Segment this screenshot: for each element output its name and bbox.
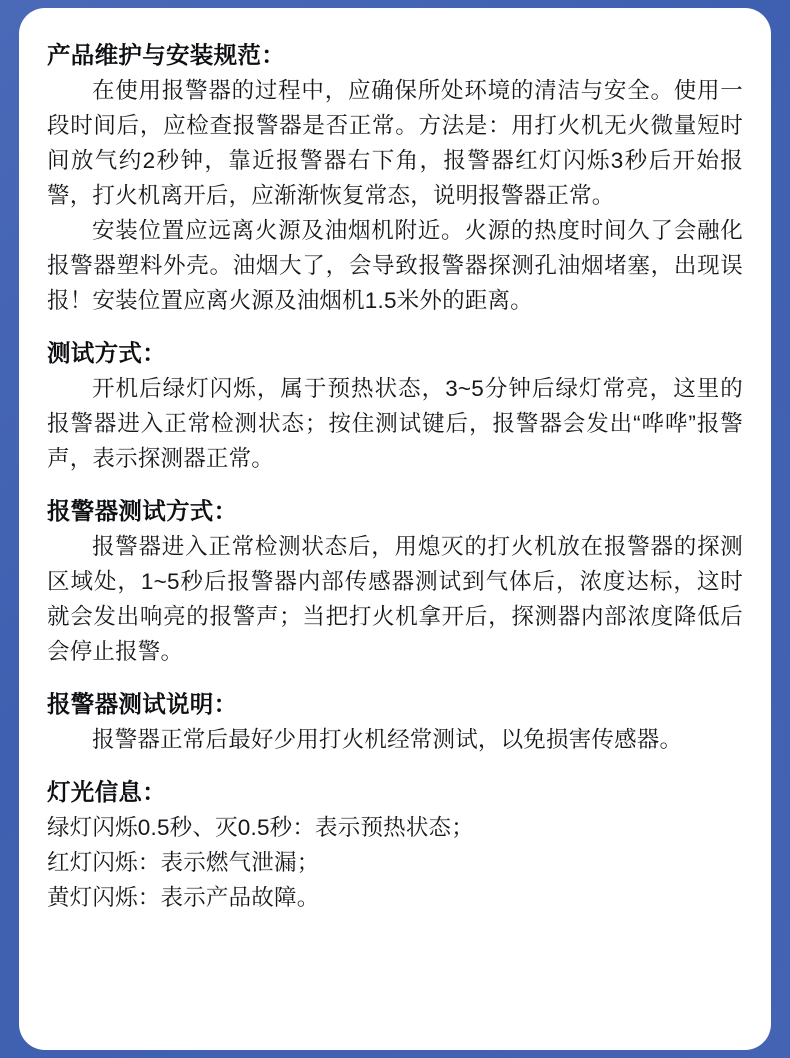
section-alarm-test-method (47, 494, 743, 669)
section-maintenance (47, 38, 743, 318)
light-info-line-yellow: 黄灯闪烁：表示产品故障。 (47, 885, 320, 910)
section-light-info (47, 775, 743, 915)
section-title-alarm-test-note: 报警器测试说明： (47, 691, 238, 717)
paragraph-alarm-test-note-1: 报警器正常后最好少用打火机经常测试，以免损害传感器。 (92, 727, 683, 752)
section-test-method (47, 336, 743, 476)
light-info-line-red: 红灯闪烁：表示燃气泄漏； (47, 850, 320, 875)
section-title-maintenance: 产品维护与安装规范： (47, 42, 285, 68)
content-card (19, 8, 771, 1050)
paragraph-test-method-1: 开机后绿灯闪烁，属于预热状态，3~5分钟后绿灯常亮，这里的报警器进入正常检测状态；按住测试键后，报警器会发出“哗哗”报警声，表示探测器正常。 (47, 376, 743, 471)
document-body (47, 38, 743, 915)
paragraph-maintenance-2: 安装位置应远离火源及油烟机附近。火源的热度时间久了会融化报警器塑料外壳。油烟大了，会导致报警器探测孔油烟堵塞，出现误报！安装位置应离火源及油烟机1.5米外的距离。 (47, 218, 743, 313)
light-info-line-green: 绿灯闪烁0.5秒、灭0.5秒：表示预热状态； (47, 815, 474, 840)
paragraph-maintenance-1: 在使用报警器的过程中，应确保所处环境的清洁与安全。使用一段时间后，应检查报警器是否正常。方法是：用打火机无火微量短时间放气约2秒钟，靠近报警器右下角，报警器红灯闪烁3秒后开始报警，打火机离开后，应渐渐恢复常态，说明报警器正常。 (47, 78, 743, 208)
section-title-alarm-test-method: 报警器测试方式： (47, 498, 238, 524)
section-alarm-test-note (47, 687, 743, 757)
section-title-test-method: 测试方式： (47, 340, 166, 366)
section-title-light-info: 灯光信息： (47, 779, 166, 805)
paragraph-alarm-test-method-1: 报警器进入正常检测状态后，用熄灭的打火机放在报警器的探测区域处，1~5秒后报警器内部传感器测试到气体后，浓度达标，这时就会发出响亮的报警声；当把打火机拿开后，探测器内部浓度降低后会停止报警。 (47, 534, 743, 664)
